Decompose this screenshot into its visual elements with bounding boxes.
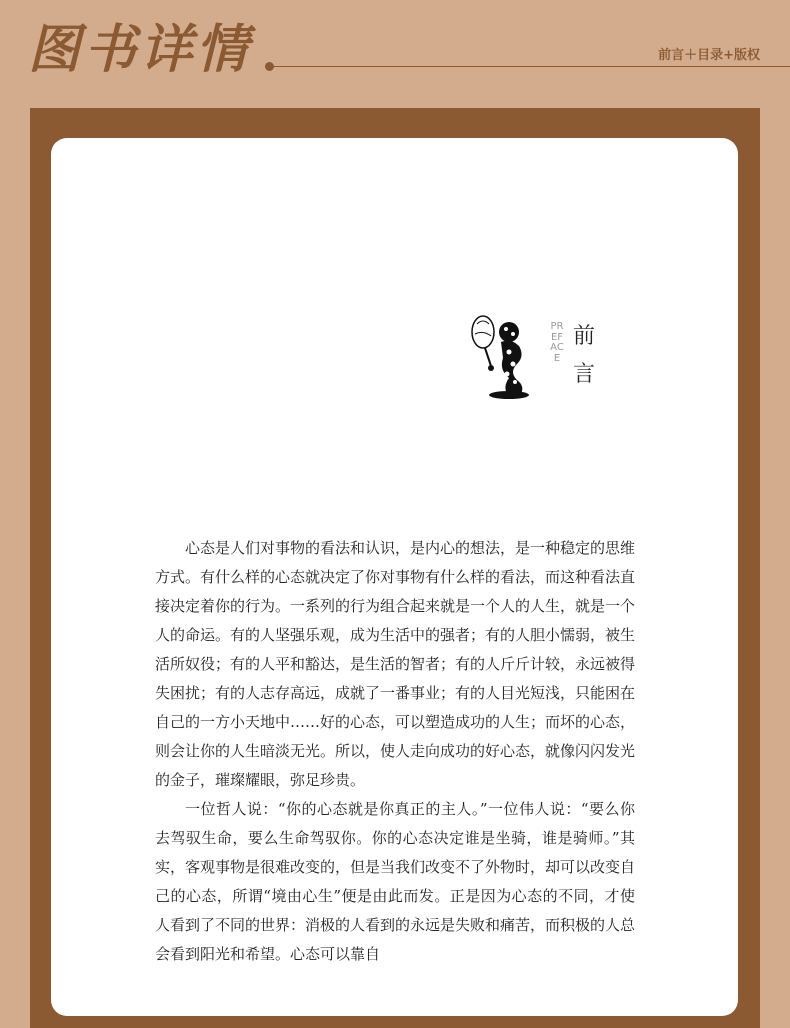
paragraph-1: 心态是人们对事物的看法和认识，是内心的想法，是一种稳定的思维方式。有什么样的心态就决定了你对事物有什么样的看法，而这种看法直接决定着你的行为。一系列的行为组合起来就是一个人的人生，就是一个人的命运。有的人坚强乐观，成为生活中的强者；有的人胆小懦弱，被生活所奴役；有的人平和豁达，是生活的智者；有的人斤斤计较，永远被得失困扰；有的人志存高远，成就了一番事业；有的人目光短浅，只能困在自己的一方小天地中……好的心态，可以塑造成功的人生；而坏的心态，则会让你的人生暗淡无光。所以，使人走向成功的好心态，就像闪闪发光的金子，璀璨耀眼，弥足珍贵。 xyxy=(155,539,636,789)
content-card xyxy=(51,138,738,1016)
paragraph-2: 一位哲人说：“你的心态就是你真正的主人。”一位伟人说：“要么你去驾驭生命，要么生命驾驭你。你的心态决定谁是坐骑，谁是骑师。”其实，客观事物是很难改变的，但是当我们改变不了外物时，却可以改变自己的心态，所谓“境由心生”便是由此而发。正是因为心态的不同，才使人看到了不同的世界：消极的人看到的永远是失败和痛苦，而积极的人总会看到阳光和希望。心态可以靠自 xyxy=(155,800,636,963)
decorative-figure-icon xyxy=(469,312,549,402)
header-subtitle: 前言＋目录+版权 xyxy=(658,48,760,63)
preface-english-label: PREFACE xyxy=(550,321,564,364)
preface-title xyxy=(573,318,603,394)
preface-body xyxy=(155,534,635,969)
header-divider xyxy=(270,66,790,67)
preface-title-char-2: 言 xyxy=(573,362,596,387)
preface-title-char-1: 前 xyxy=(573,324,596,349)
page-title: 图书详情 xyxy=(28,20,253,80)
